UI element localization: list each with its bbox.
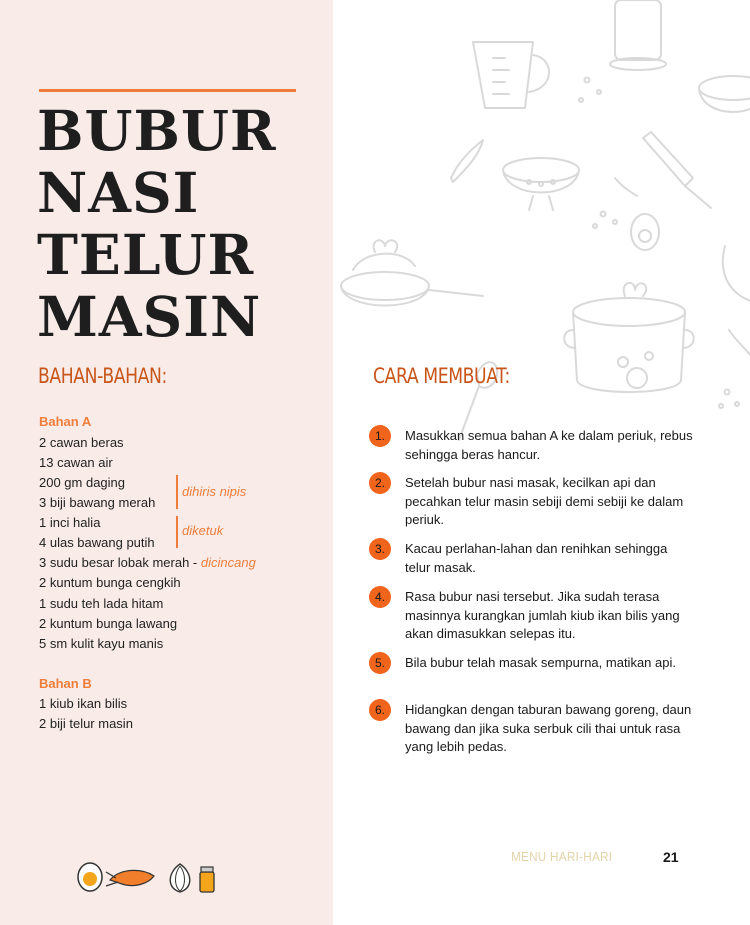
step-text: Kacau perlahan-lahan dan renihkan sehingga telur masak. <box>405 541 668 575</box>
ingredient-item: 1 inci halia <box>39 515 101 530</box>
recipe-title <box>37 100 317 348</box>
step-number-badge: 6. <box>369 699 391 721</box>
title-rule <box>39 89 296 92</box>
ingredient-item-with-note <box>39 555 256 571</box>
step-number-badge: 5. <box>369 652 391 674</box>
bracket-pounded <box>176 516 178 548</box>
title-line: MASIN <box>37 284 262 349</box>
ingredient-item: 3 biji bawang merah <box>39 495 156 510</box>
step-text: Setelah bubur nasi masak, kecilkan api dan pecahkan telur masin sebiji demi sebiji ke dalam periuk. <box>405 475 684 527</box>
step-text: Hidangkan dengan taburan bawang goreng, daun bawang dan jika suka serbuk cili thai untuk rasa yang lebih pedas. <box>405 702 692 754</box>
ingredients-heading: BAHAN-BAHAN: <box>38 364 167 388</box>
method-heading: CARA MEMBUAT: <box>373 364 510 388</box>
ingredient-item: 2 cawan beras <box>39 435 124 450</box>
ingredient-item: 4 ulas bawang putih <box>39 535 155 550</box>
note-sliced: dihiris nipis <box>182 484 247 499</box>
group-b-label: Bahan B <box>39 676 92 691</box>
step-number-badge: 2. <box>369 472 391 494</box>
ingredient-item: 2 kuntum bunga lawang <box>39 616 178 631</box>
ingredient-text: 3 sudu besar lobak merah - <box>39 555 198 570</box>
onion-icon <box>170 864 190 892</box>
ingredient-item: 2 kuntum bunga cengkih <box>39 575 181 590</box>
step-number-badge: 3. <box>369 538 391 560</box>
step-text: Masukkan semua bahan A ke dalam periuk, rebus sehingga beras hancur. <box>405 428 693 462</box>
ingredient-item: 1 kiub ikan bilis <box>39 696 128 711</box>
title-line: TELUR <box>37 222 255 287</box>
ingredient-item: 2 biji telur masin <box>39 716 133 731</box>
jar-icon <box>200 867 214 892</box>
ingredient-item: 5 sm kulit kayu manis <box>39 636 164 651</box>
step-text: Rasa bubur nasi tersebut. Jika sudah terasa masinnya kurangkan jumlah kiub ikan bilis yang akan dimasukkan selepas itu. <box>405 589 680 641</box>
note-pounded: diketuk <box>182 523 224 538</box>
title-line: NASI <box>37 160 200 225</box>
bracket-sliced <box>176 475 178 509</box>
note-chopped: dicincang <box>200 555 256 570</box>
page-number: 21 <box>663 849 679 865</box>
step-number-badge: 4. <box>369 586 391 608</box>
ingredient-item: 200 gm daging <box>39 475 126 490</box>
step-number-badge: 1. <box>369 425 391 447</box>
ingredient-icons <box>76 858 226 896</box>
ingredient-item: 1 sudu teh lada hitam <box>39 596 164 611</box>
egg-icon <box>78 863 102 891</box>
title-line: BUBUR <box>37 98 277 163</box>
group-a-label: Bahan A <box>39 414 92 429</box>
ingredient-item: 13 cawan air <box>39 455 113 470</box>
prawn-icon <box>106 870 154 886</box>
footer-label: MENU HARI-HARI <box>511 849 613 864</box>
step-text: Bila bubur telah masak sempurna, matikan api. <box>405 655 676 670</box>
